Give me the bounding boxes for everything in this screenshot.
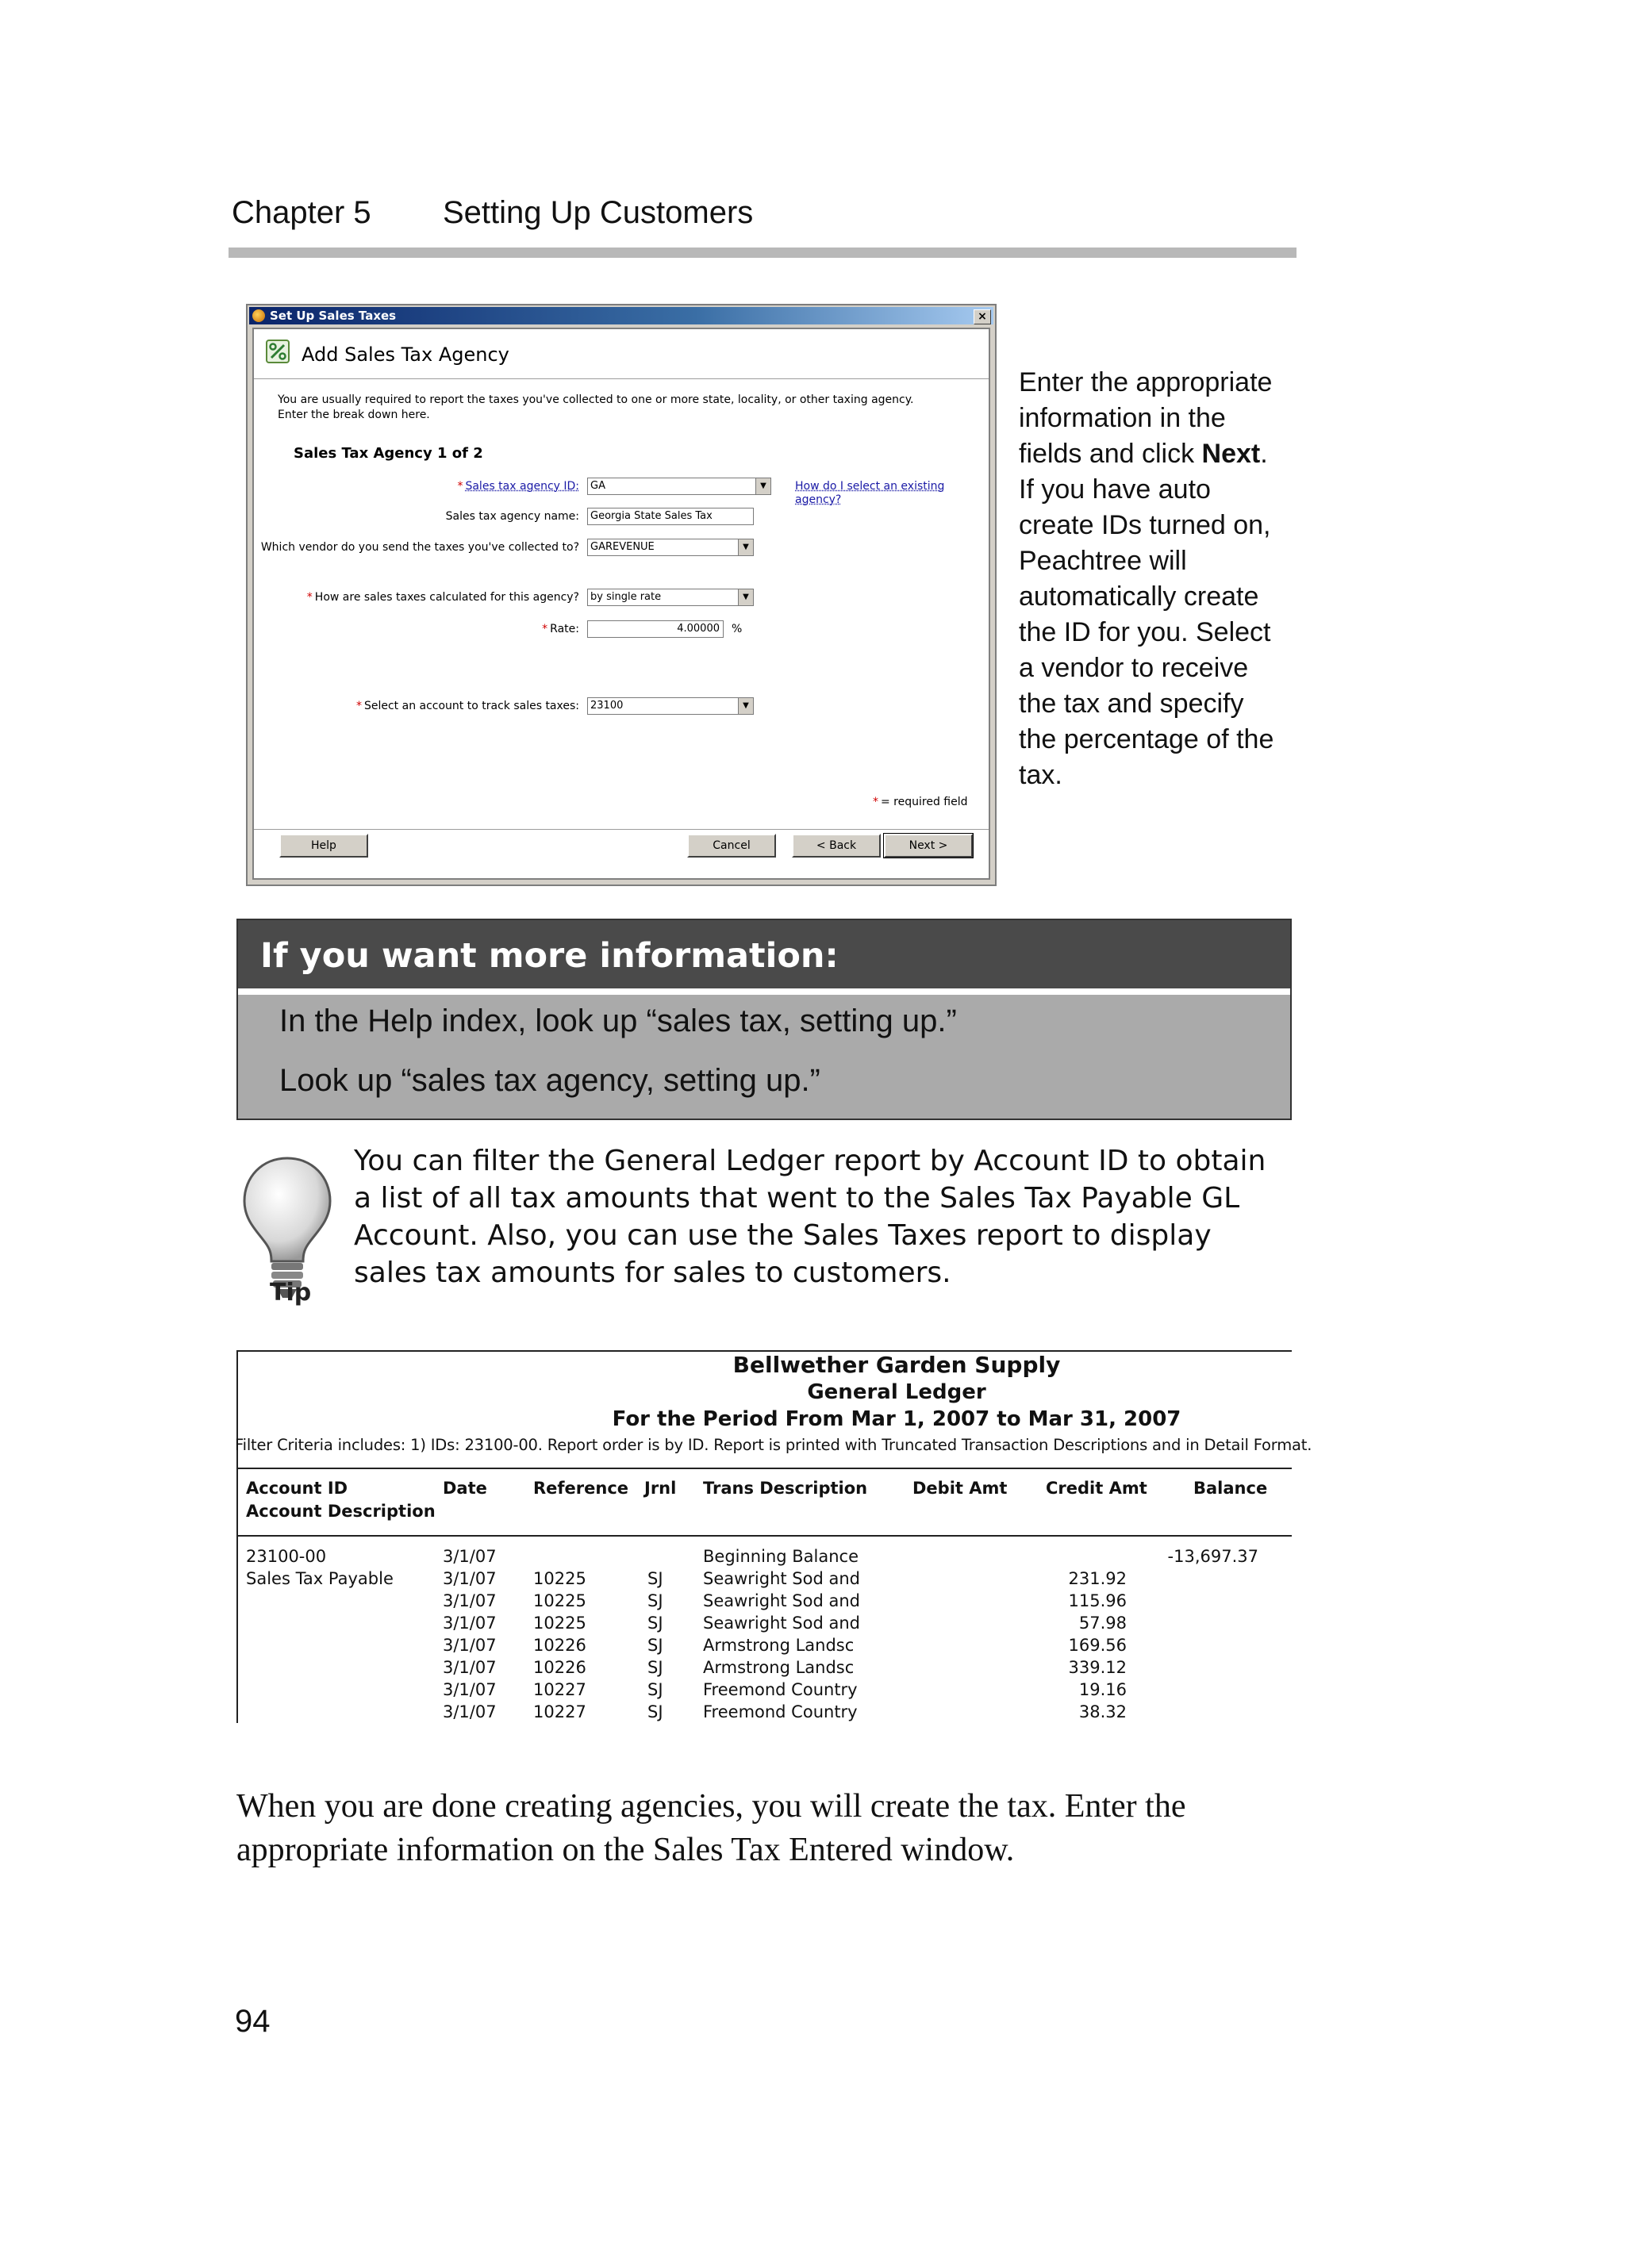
- chevron-down-icon[interactable]: ▼: [755, 478, 770, 494]
- cancel-button[interactable]: Cancel: [687, 834, 776, 858]
- cell-credit: 169.56: [1068, 1636, 1127, 1655]
- calc-method-label: [254, 591, 579, 604]
- col-account-desc: Account Description: [246, 1502, 436, 1521]
- col-credit: Credit Amt: [1046, 1479, 1147, 1498]
- cell-jrnl: SJ: [647, 1569, 663, 1588]
- cell-jrnl: SJ: [647, 1591, 663, 1610]
- account-field[interactable]: [587, 697, 754, 715]
- info-box-heading: If you want more information:: [238, 920, 1290, 995]
- calc-method-label-text: How are sales taxes calculated for this agency?: [314, 591, 579, 604]
- rate-label-text: Rate:: [550, 623, 579, 635]
- dialog-titlebar: [249, 307, 993, 324]
- section-title: Sales Tax Agency 1 of 2: [294, 445, 483, 462]
- cell-reference: 10225: [533, 1614, 586, 1633]
- col-debit: Debit Amt: [912, 1479, 1008, 1498]
- cell-description: Freemond Country: [703, 1702, 858, 1721]
- agency-id-label: [254, 480, 579, 493]
- cell-description: Armstrong Landsc: [703, 1658, 855, 1677]
- cell-description: Seawright Sod and: [703, 1591, 861, 1610]
- report-rule-top: [238, 1468, 1292, 1469]
- cell-jrnl: SJ: [647, 1658, 663, 1677]
- caption-text-1: Enter the appropriate information in the fields and click: [1019, 367, 1273, 469]
- col-account: [246, 1477, 436, 1523]
- cell-jrnl: SJ: [647, 1702, 663, 1721]
- cell-description: Armstrong Landsc: [703, 1636, 855, 1655]
- col-jrnl: Jrnl: [644, 1479, 677, 1498]
- rate-field[interactable]: 4.00000: [587, 620, 724, 638]
- cell-date: 3/1/07: [443, 1569, 497, 1588]
- cell-credit: 57.98: [1078, 1614, 1127, 1633]
- close-icon[interactable]: ×: [974, 309, 991, 324]
- cell-date: 3/1/07: [443, 1547, 497, 1566]
- cell-credit: 19.16: [1078, 1680, 1127, 1699]
- required-marker: *: [355, 700, 362, 712]
- col-account-id: Account ID: [246, 1479, 348, 1498]
- cell-reference: 10226: [533, 1658, 586, 1677]
- required-marker: *: [306, 591, 313, 604]
- agency-id-value: GA: [590, 480, 605, 492]
- chevron-down-icon[interactable]: ▼: [738, 539, 753, 555]
- dialog-intro: You are usually required to report the taxes you've collected to one or more state, locality, or other taxing agency. Enter the break down here.: [278, 393, 914, 421]
- info-line-lookup: Look up “sales tax agency, setting up.”: [279, 1063, 820, 1098]
- report-filter-criteria: Filter Criteria includes: 1) IDs: 23100-00. Report order is by ID. Report is printed with Truncated Transaction Descriptions and in Detail Format.: [235, 1436, 1312, 1454]
- caption-bold-next: Next: [1201, 439, 1261, 469]
- tip-label: Tip: [270, 1279, 312, 1307]
- info-line-help-index: In the Help index, look up “sales tax, setting up.”: [279, 1004, 957, 1038]
- help-button[interactable]: Help: [279, 834, 368, 858]
- help-link-existing-agency[interactable]: How do I select an existing agency?: [795, 480, 945, 506]
- agency-id-label-text[interactable]: Sales tax agency ID:: [465, 480, 579, 493]
- cell-date: 3/1/07: [443, 1680, 497, 1699]
- caption-text-2: . If you have auto create IDs turned on, Peachtree will automatically create the ID for you. Select a vendor to receive the tax and specify the percentage of the tax.: [1019, 439, 1274, 790]
- cell-credit: 339.12: [1068, 1658, 1127, 1677]
- report-period: For the Period From Mar 1, 2007 to Mar 31, 2007: [612, 1407, 1181, 1431]
- vendor-value: GAREVENUE: [590, 541, 655, 553]
- chevron-down-icon[interactable]: ▼: [738, 698, 753, 714]
- col-balance: Balance: [1193, 1479, 1268, 1498]
- general-ledger-report: [235, 1350, 1312, 1723]
- cell-reference: 10227: [533, 1702, 586, 1721]
- required-marker: *: [873, 796, 878, 808]
- cell-balance: -13,697.37: [1167, 1547, 1258, 1566]
- account-value: 23100: [590, 700, 624, 712]
- account-label: [254, 700, 579, 712]
- rate-label: [254, 623, 579, 635]
- heading-separator: [254, 378, 989, 379]
- next-button[interactable]: Next >: [884, 834, 973, 858]
- cell-description: Beginning Balance: [703, 1547, 859, 1566]
- report-title: General Ledger: [807, 1380, 986, 1404]
- required-marker: *: [457, 480, 463, 493]
- required-marker: *: [542, 623, 548, 635]
- page-number: 94: [235, 2004, 271, 2039]
- rate-percent-sign: %: [732, 623, 743, 635]
- report-company: Bellwether Garden Supply: [732, 1352, 1061, 1378]
- col-reference: Reference: [533, 1479, 629, 1498]
- chevron-down-icon[interactable]: ▼: [738, 589, 753, 605]
- chapter-number: Chapter 5: [232, 195, 371, 230]
- tip-text: You can filter the General Ledger report by Account ID to obtain a list of all tax amounts that went to the Sales Tax Payable GL Account. Also, you can use the Sales Taxes report to display sales tax amounts for sales to customers.: [354, 1145, 1266, 1289]
- cell-jrnl: SJ: [647, 1680, 663, 1699]
- col-date: Date: [443, 1479, 487, 1498]
- required-note-text: = required field: [881, 796, 968, 808]
- cell-reference: 10225: [533, 1569, 586, 1588]
- back-button[interactable]: < Back: [792, 834, 881, 858]
- body-paragraph: When you are done creating agencies, you will create the tax. Enter the appropriate information on the Sales Tax Entered window.: [236, 1788, 1186, 1868]
- account-label-text: Select an account to track sales taxes:: [363, 700, 579, 712]
- heading-text: Add Sales Tax Agency: [302, 343, 509, 366]
- agency-id-field[interactable]: [587, 478, 771, 495]
- cell-date: 3/1/07: [443, 1702, 497, 1721]
- cell-credit: 231.92: [1068, 1569, 1127, 1588]
- cell-jrnl: SJ: [647, 1614, 663, 1633]
- more-information-box: [236, 919, 1292, 1120]
- cell-description: Seawright Sod and: [703, 1569, 861, 1588]
- cell-date: 3/1/07: [443, 1636, 497, 1655]
- cell-date: 3/1/07: [443, 1591, 497, 1610]
- agency-name-field[interactable]: Georgia State Sales Tax: [587, 508, 754, 525]
- chapter-title: Setting Up Customers: [443, 195, 754, 230]
- cell-date: 3/1/07: [443, 1658, 497, 1677]
- cell-credit: 115.96: [1068, 1591, 1127, 1610]
- cell-reference: 10226: [533, 1636, 586, 1655]
- percent-wizard-icon: [265, 339, 290, 364]
- required-field-note: [873, 796, 968, 808]
- agency-name-label: Sales tax agency name:: [445, 510, 579, 523]
- dialog-body: [252, 328, 990, 880]
- dialog-title: Set Up Sales Taxes: [270, 309, 397, 323]
- peachtree-app-icon: [252, 309, 265, 322]
- calc-method-select[interactable]: [587, 589, 754, 606]
- cell-date: 3/1/07: [443, 1614, 497, 1633]
- cell-jrnl: SJ: [647, 1636, 663, 1655]
- vendor-label: Which vendor do you send the taxes you've collected to?: [260, 541, 579, 554]
- cell-reference: 10227: [533, 1680, 586, 1699]
- cell-description: Freemond Country: [703, 1680, 858, 1699]
- account-id-cell: 23100-00: [246, 1547, 327, 1566]
- footer-separator: [254, 829, 989, 830]
- report-rule-header: [238, 1535, 1292, 1537]
- vendor-field[interactable]: [587, 539, 754, 556]
- header-rule: [229, 248, 1297, 258]
- cell-description: Seawright Sod and: [703, 1614, 861, 1633]
- calc-method-value: by single rate: [590, 591, 662, 603]
- side-caption: [1019, 365, 1289, 793]
- cell-credit: 38.32: [1078, 1702, 1127, 1721]
- cell-reference: 10225: [533, 1591, 586, 1610]
- account-desc-cell: Sales Tax Payable: [246, 1569, 394, 1588]
- col-trans-desc: Trans Description: [703, 1479, 868, 1498]
- set-up-sales-taxes-dialog: [246, 304, 997, 886]
